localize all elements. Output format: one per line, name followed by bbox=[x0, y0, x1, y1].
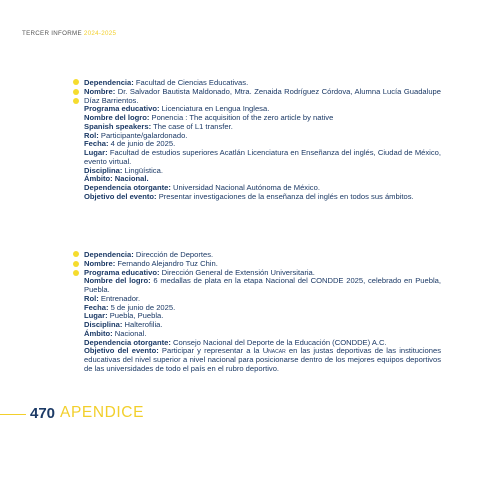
entry-objetivo: Objetivo del evento: Presentar investigaciones de la enseñanza del inglés en todos sus ámbitos. bbox=[84, 191, 414, 201]
entry-1-bullets bbox=[73, 79, 79, 108]
bullet-icon bbox=[73, 89, 79, 95]
footer-rule bbox=[0, 414, 26, 415]
report-header bbox=[22, 30, 116, 37]
bullet-icon bbox=[73, 261, 79, 267]
entry-dependencia: Dependencia: Facultad de Ciencias Educativas. bbox=[84, 78, 249, 87]
entry-rol: Rol: Entrenador. bbox=[84, 293, 141, 303]
entry-nombre: Nombre: Fernando Alejandro Tuz Chin. bbox=[84, 258, 218, 268]
bullet-icon bbox=[73, 79, 79, 85]
entry-lugar: Lugar: Puebla, Puebla. bbox=[84, 311, 164, 321]
entry-fecha: Fecha: 4 de junio de 2025. bbox=[84, 139, 176, 149]
entry-1 bbox=[84, 79, 441, 202]
entry-ambito: Ámbito: Nacional. bbox=[84, 174, 149, 184]
bullet-icon bbox=[73, 98, 79, 104]
bullet-icon bbox=[73, 270, 79, 276]
entry-rol: Rol: Participante/galardonado. bbox=[84, 130, 188, 140]
entry-otorgante: Dependencia otorgante: Universidad Nacional Autónoma de México. bbox=[84, 183, 320, 192]
entry-dependencia: Dependencia: Dirección de Deportes. bbox=[84, 250, 214, 259]
entry-fecha: Fecha: 5 de junio de 2025. bbox=[84, 302, 176, 312]
entry-objetivo: Objetivo del evento: Participar y representar a la Unacar en las justas deportivas de las instituciones educativas del nivel superior a nivel nacional para posicionarse dentro de los mejores equipos deportivos de las universidades de todo el país en el rubro deportivo. bbox=[84, 346, 441, 373]
entry-ambito: Ámbito: Nacional. bbox=[84, 328, 147, 338]
bullet-icon bbox=[73, 251, 79, 257]
entry-nombre: Nombre: Dr. Salvador Bautista Maldonado, Mtra. Zenaida Rodríguez Córdova, Alumna Lucía Guadalupe Díaz Barrientos. bbox=[84, 86, 441, 105]
entry-2-bullets bbox=[73, 251, 79, 280]
section-title: APENDICE bbox=[60, 404, 145, 421]
entry-otorgante: Dependencia otorgante: Consejo Nacional del Deporte de la Educación (CONDDE) A.C. bbox=[84, 337, 387, 347]
entry-lugar: Lugar: Facultad de estudios superiores Acatlán Licenciatura en Enseñanza del inglés, Ciudad de México, evento virtual. bbox=[84, 148, 441, 166]
entry-logro: Nombre del logro: Ponencia : The acquisition of the zero article by native bbox=[84, 113, 334, 122]
header-label: TERCER INFORME bbox=[22, 30, 82, 37]
entry-speakers: Spanish speakers: The case of L1 transfer. bbox=[84, 121, 233, 131]
header-years: 2024-2025 bbox=[83, 30, 117, 37]
entry-logro: Nombre del logro: 6 medallas de plata en la etapa Nacional del CONDDE 2025, celebrado en Puebla, Puebla. bbox=[84, 276, 441, 294]
page-number: 470 bbox=[30, 405, 56, 422]
entry-programa: Programa educativo: Licenciatura en Lengua Inglesa. bbox=[84, 104, 270, 114]
entry-disciplina: Disciplina: Lingüística. bbox=[84, 165, 163, 175]
entry-programa: Programa educativo: Dirección General de Extensión Universitaria. bbox=[84, 267, 315, 277]
entry-2 bbox=[84, 251, 441, 374]
entry-disciplina: Disciplina: Halterofilia. bbox=[84, 320, 163, 329]
